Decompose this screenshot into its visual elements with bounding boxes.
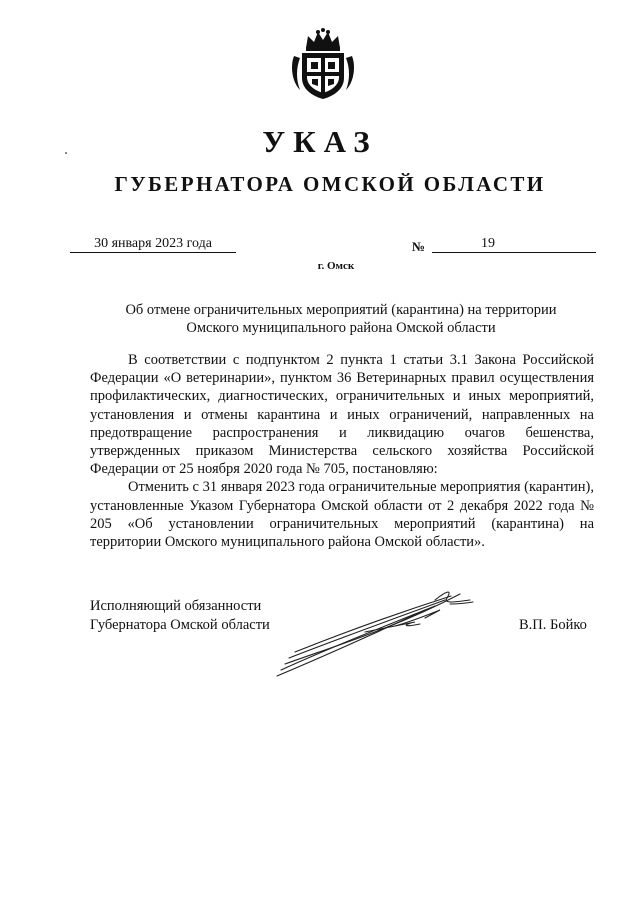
document-body xyxy=(90,351,594,551)
signatory-title-line-1: Исполняющий обязанности xyxy=(90,598,262,614)
document-date: 30 января 2023 года xyxy=(70,235,236,253)
paragraph-preamble: В соответствии с подпунктом 2 пункта 1 статьи 3.1 Закона Российской Федерации «О ветеринарии», пунктом 36 Ветеринарных правил осуществления профилактических, диагностических, ограничительных и иных мероприятий, установления и отмены карантина и иных ограничений, направленных на предотвращение распространения и ликвидацию очагов бешенства, утвержденных приказом Министерства сельского хозяйства Российской Федерации от 25 ноября 2020 года № 705, постановляю: xyxy=(90,352,594,478)
paragraph-resolution: Отменить с 31 января 2023 года ограничительные мероприятия (карантин), установленные Указом Губернатора Омской области от 2 декабря 2022 года № 205 «Об установлении ограничительных мероприятий (карантина) на территории Омского муниципального района Омской области». xyxy=(90,479,594,551)
document-heading xyxy=(90,301,592,337)
signature-icon xyxy=(275,588,475,680)
document-city: г. Омск xyxy=(317,260,355,272)
document-number-field xyxy=(432,235,596,253)
document-number: 19 xyxy=(481,236,495,251)
coat-of-arms-icon xyxy=(288,26,358,102)
document-subtitle: ГУБЕРНАТОРА ОМСКОЙ ОБЛАСТИ xyxy=(114,172,546,196)
signatory-title-line-2: Губернатора Омской области xyxy=(90,616,270,633)
heading-line-1: Об отмене ограничительных мероприятий (карантина) на территории xyxy=(125,302,557,318)
document-title: УКАЗ xyxy=(262,124,378,159)
signatory-name: В.П. Бойко xyxy=(519,617,587,633)
number-label: № xyxy=(412,239,426,254)
heading-line-2: Омского муниципального района Омской области xyxy=(186,320,496,336)
